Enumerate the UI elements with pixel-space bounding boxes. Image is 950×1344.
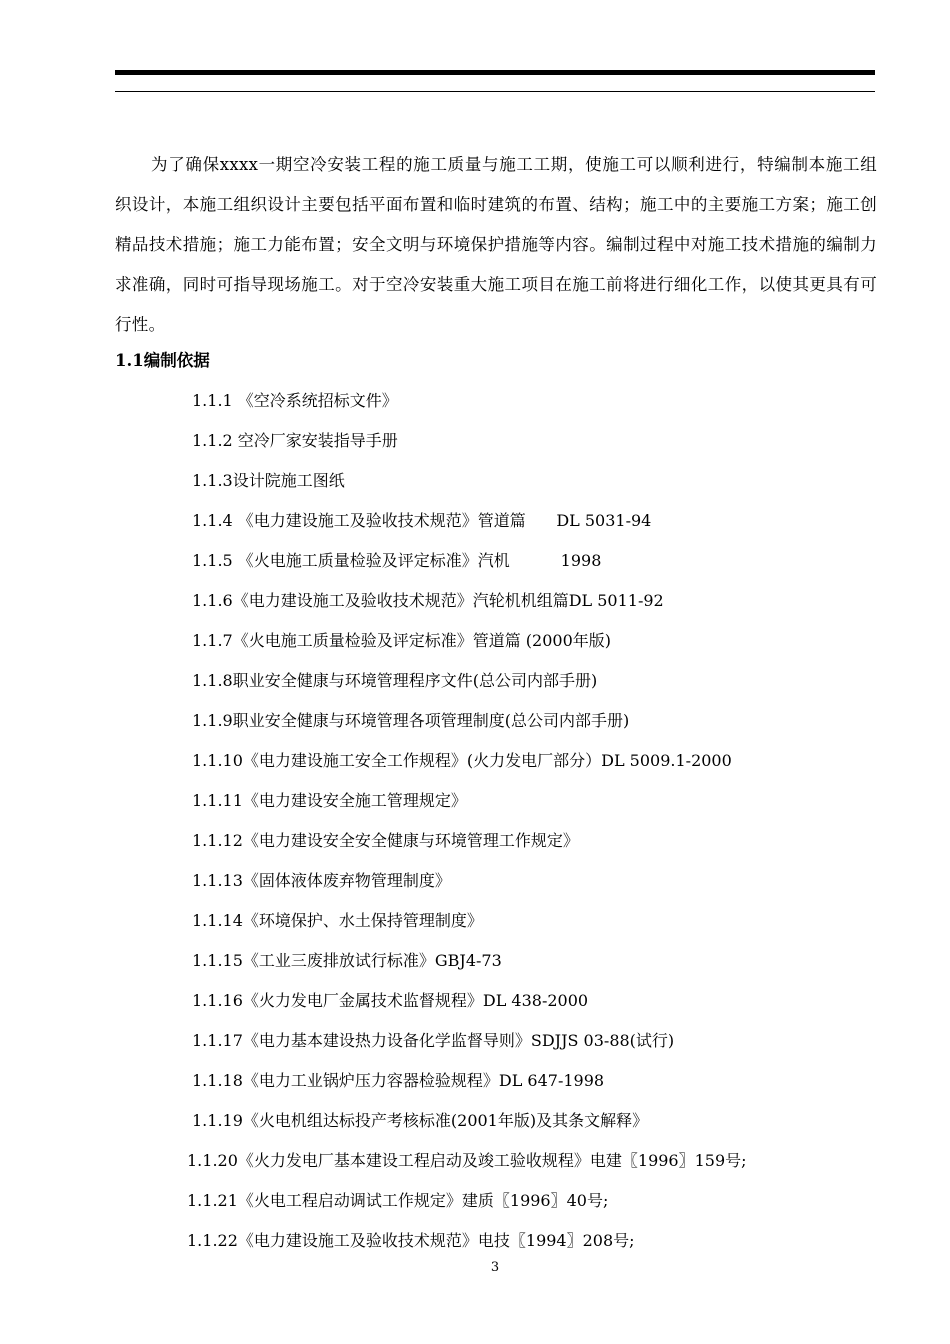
section-heading: 1.1编制依据 <box>115 351 210 370</box>
list-item: 1.1.16《火力发电厂金属技术监督规程》DL 438-2000 <box>192 991 589 1010</box>
list-item: 1.1.13《固体液体废弃物管理制度》 <box>192 871 451 890</box>
list-item: 1.1.4 《电力建设施工及验收技术规范》管道篇 DL 5031-94 <box>192 511 652 530</box>
list-item: 1.1.2 空冷厂家安装指导手册 <box>192 431 398 450</box>
list-item: 1.1.11《电力建设安全施工管理规定》 <box>192 791 467 810</box>
list-item: 1.1.7《火电施工质量检验及评定标准》管道篇 (2000年版) <box>192 631 612 650</box>
list-item: 1.1.1 《空冷系统招标文件》 <box>192 391 398 410</box>
header-rule-thick <box>115 70 875 75</box>
list-item: 1.1.5 《火电施工质量检验及评定标准》汽机 1998 <box>192 551 602 570</box>
list-item: 1.1.17《电力基本建设热力设备化学监督导则》SDJJS 03-88(试行) <box>192 1031 675 1050</box>
list-item: 1.1.22《电力建设施工及验收技术规范》电技〖1994〗208号; <box>187 1231 635 1250</box>
list-item: 1.1.6《电力建设施工及验收技术规范》汽轮机机组篇DL 5011-92 <box>192 591 664 610</box>
list-item: 1.1.18《电力工业锅炉压力容器检验规程》DL 647-1998 <box>192 1071 605 1090</box>
header-rule-thin <box>115 91 875 92</box>
list-item: 1.1.10《电力建设施工安全工作规程》(火力发电厂部分）DL 5009.1-2000 <box>192 751 732 770</box>
list-item: 1.1.14《环境保护、水土保持管理制度》 <box>192 911 483 930</box>
intro-paragraph: 为了确保xxxx一期空冷安装工程的施工质量与施工工期，使施工可以顺利进行，特编制本施工组织设计，本施工组织设计主要包括平面布置和临时建筑的布置、结构；施工中的主要施工方案；施工创精品技术措施；施工力能布置；安全文明与环境保护措施等内容。编制过程中对施工技术措施的编制力求准确，同时可指导现场施工。对于空冷安装重大施工项目在施工前将进行细化工作，以使其更具有可行性。 <box>115 155 877 334</box>
list-item: 1.1.21《火电工程启动调试工作规定》建质〖1996〗40号; <box>187 1191 609 1210</box>
list-item: 1.1.15《工业三废排放试行标准》GBJ4-73 <box>192 951 502 970</box>
list-item: 1.1.3设计院施工图纸 <box>192 471 345 490</box>
list-item: 1.1.8职业安全健康与环境管理程序文件(总公司内部手册) <box>192 671 598 690</box>
page-number: 3 <box>490 1260 500 1275</box>
list-item: 1.1.12《电力建设安全安全健康与环境管理工作规定》 <box>192 831 579 850</box>
list-item: 1.1.9职业安全健康与环境管理各项管理制度(总公司内部手册) <box>192 711 630 730</box>
list-item: 1.1.19《火电机组达标投产考核标准(2001年版)及其条文解释》 <box>192 1111 649 1130</box>
list-item: 1.1.20《火力发电厂基本建设工程启动及竣工验收规程》电建〖1996〗159号; <box>187 1151 747 1170</box>
